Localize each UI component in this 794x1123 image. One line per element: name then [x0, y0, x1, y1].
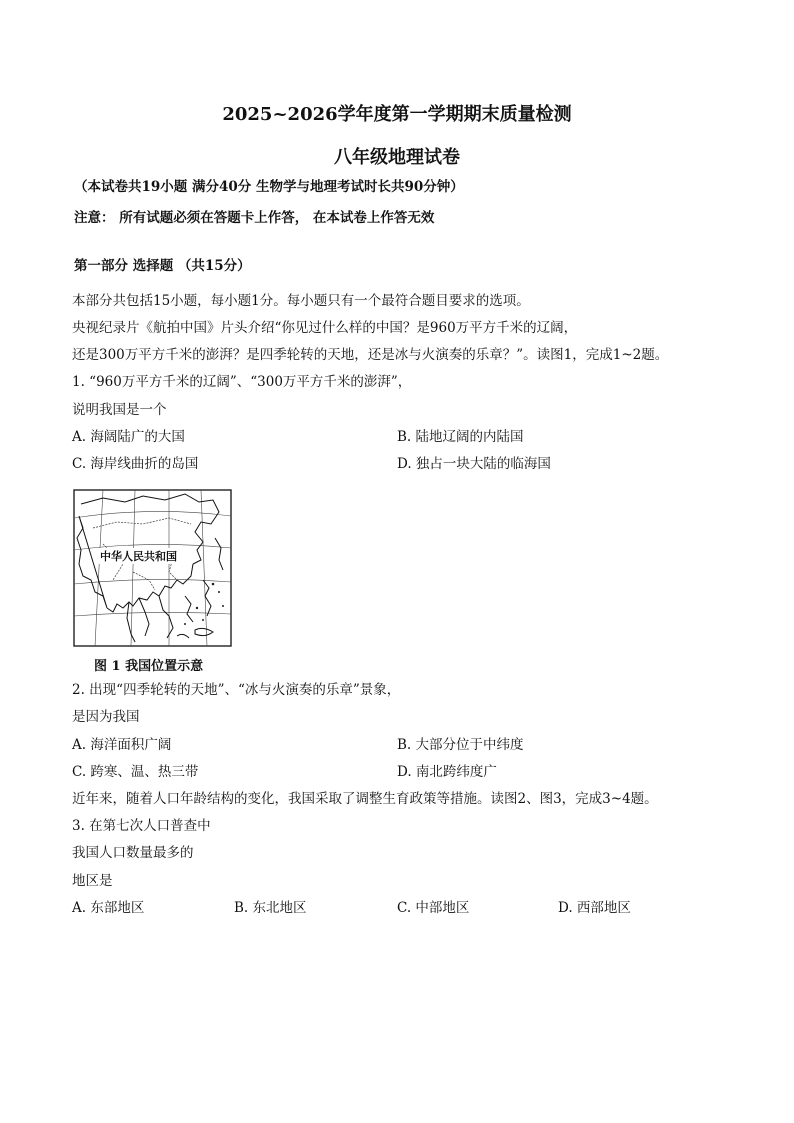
q2-option-a[interactable]: A. 海洋面积广阔	[72, 737, 172, 753]
q3-stem-line1: 3. 在第七次人口普查中	[72, 818, 211, 834]
section-title: 第一部分 选择题 （共15分）	[74, 258, 251, 274]
exam-title: 2025~2026学年度第一学期期末质量检测	[222, 104, 572, 125]
q3-stem-line3: 地区是	[72, 873, 113, 889]
q2-stem-line2: 是因为我国	[72, 709, 140, 725]
q3-option-c[interactable]: C. 中部地区	[397, 900, 470, 916]
section-intro: 本部分共包括15小题，每小题1分。每小题只有一个最符合题目要求的选项。	[72, 293, 530, 309]
q1-option-d[interactable]: D. 独占一块大陆的临海国	[397, 456, 551, 472]
exam-subtitle: 八年级地理试卷	[334, 147, 460, 168]
passage1-line1: 央视纪录片《航拍中国》片头介绍“你见过什么样的中国？是960万平方千米的辽阔，	[72, 320, 578, 336]
exam-info: （本试卷共19小题 满分40分 生物学与地理考试时长共90分钟）	[74, 179, 464, 195]
passage2: 近年来，随着人口年龄结构的变化，我国采取了调整生育政策等措施。读图2、图3，完成3~4题。	[72, 791, 658, 807]
exam-notice: 注意： 所有试题必须在答题卡上作答， 在本试卷上作答无效	[74, 210, 435, 226]
q1-option-b[interactable]: B. 陆地辽阔的内陆国	[397, 429, 524, 445]
q1-option-a[interactable]: A. 海阔陆广的大国	[72, 429, 185, 445]
passage1-line2: 还是300万平方千米的澎湃？是四季轮转的天地，还是冰与火演奏的乐章？”。读图1，完成1~2题。	[72, 347, 669, 363]
q3-option-d[interactable]: D. 西部地区	[558, 900, 631, 916]
map-country-label: 中华人民共和国	[100, 550, 177, 563]
q2-option-d[interactable]: D. 南北跨纬度广	[397, 764, 497, 780]
q3-option-a[interactable]: A. 东部地区	[72, 900, 145, 916]
q2-stem-line1: 2. 出现“四季轮转的天地”、“冰与火演奏的乐章”景象，	[72, 682, 401, 698]
q2-option-b[interactable]: B. 大部分位于中纬度	[397, 737, 524, 753]
figure1-map	[73, 488, 233, 648]
china-location-map	[73, 488, 233, 648]
q3-stem-line2: 我国人口数量最多的	[72, 845, 194, 861]
q3-option-b[interactable]: B. 东北地区	[234, 900, 307, 916]
q1-stem-line2: 说明我国是一个	[72, 402, 167, 418]
figure1-caption: 图 1 我国位置示意	[94, 659, 204, 674]
q1-option-c[interactable]: C. 海岸线曲折的岛国	[72, 456, 199, 472]
q2-option-c[interactable]: C. 跨寒、温、热三带	[72, 764, 199, 780]
q1-stem-line1: 1. “960万平方千米的辽阔”、“300万平方千米的澎湃”，	[72, 374, 412, 390]
